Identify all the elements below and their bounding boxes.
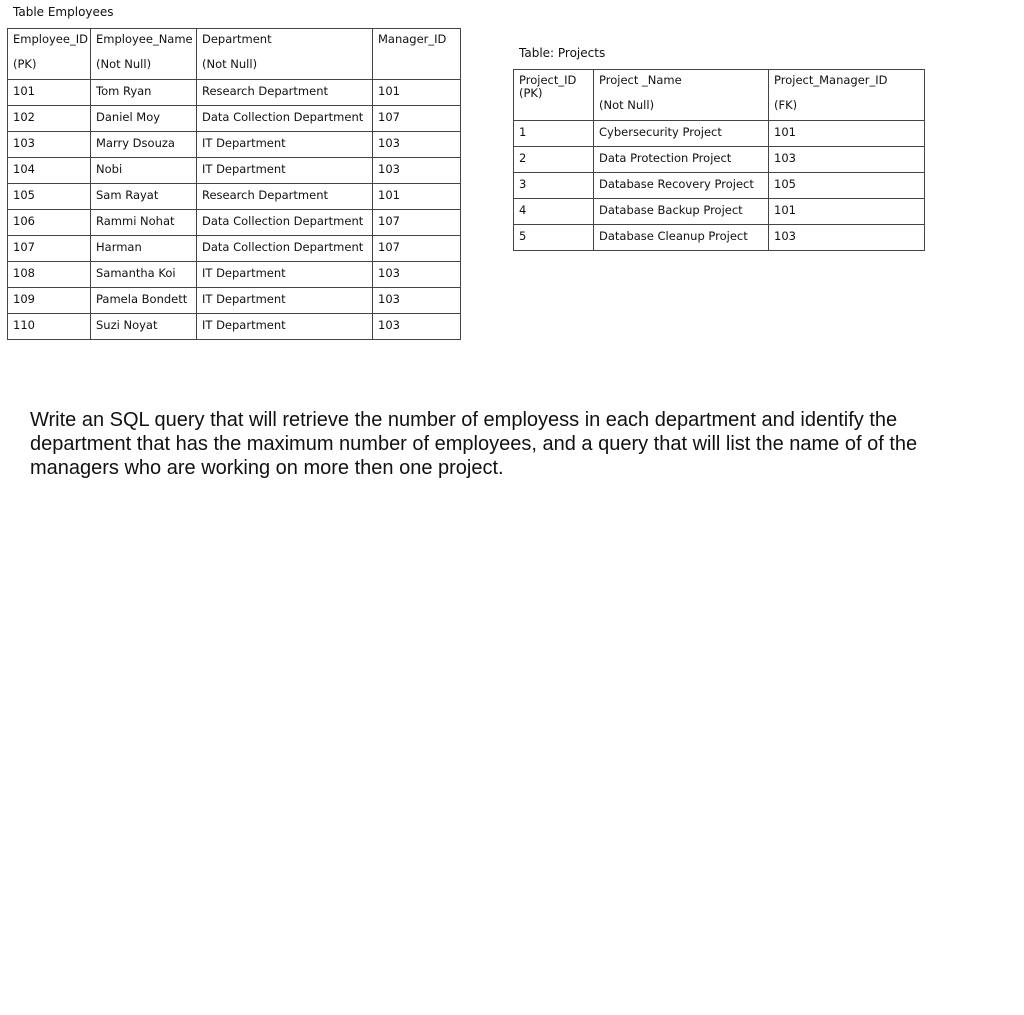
table-cell xyxy=(594,147,769,173)
cell-text: Database Backup Project xyxy=(599,203,743,217)
table-cell xyxy=(197,314,373,340)
table-cell xyxy=(373,262,461,288)
header-label: Project_Manager_ID xyxy=(774,73,888,87)
cell-text: 5 xyxy=(519,229,527,243)
header-row xyxy=(8,29,461,80)
cell-text: Data Protection Project xyxy=(599,151,732,165)
header-label: Project_ID xyxy=(519,73,577,87)
table-cell xyxy=(514,225,594,251)
table-cell xyxy=(8,132,91,158)
cell-text: IT Department xyxy=(202,318,286,332)
cell-text: Daniel Moy xyxy=(96,110,161,124)
cell-text: 107 xyxy=(378,240,400,254)
header-cell xyxy=(514,70,594,121)
table-row xyxy=(8,314,461,340)
table-cell xyxy=(514,173,594,199)
cell-text: 110 xyxy=(13,318,35,332)
table-cell xyxy=(8,288,91,314)
header-cell xyxy=(8,29,91,80)
header-constraint: (Not Null) xyxy=(202,57,258,71)
header-label: Employee_Name xyxy=(96,32,193,46)
projects-table xyxy=(513,69,925,251)
table-row xyxy=(8,184,461,210)
cell-text: 106 xyxy=(13,214,35,228)
table-row xyxy=(514,225,925,251)
header-constraint xyxy=(378,46,460,58)
table-cell xyxy=(8,236,91,262)
cell-text: IT Department xyxy=(202,292,286,306)
cell-text: Nobi xyxy=(96,162,123,176)
table-cell xyxy=(514,121,594,147)
table-cell xyxy=(91,288,197,314)
table-row xyxy=(514,147,925,173)
cell-text: Tom Ryan xyxy=(96,84,152,98)
table-cell xyxy=(594,173,769,199)
question-text: Write an SQL query that will retrieve the number of employess in each department and identify the department that has the maximum number of employees, and a query that will list the name of of the managers who are working on more then one project. xyxy=(30,409,918,479)
cell-text: 101 xyxy=(774,125,796,139)
table-cell xyxy=(8,158,91,184)
cell-text: Research Department xyxy=(202,84,328,98)
table-cell xyxy=(373,184,461,210)
table-cell xyxy=(8,262,91,288)
cell-text: 103 xyxy=(774,229,796,243)
header-label: Employee_ID xyxy=(13,32,88,46)
cell-text: Rammi Nohat xyxy=(96,214,175,228)
header-cell xyxy=(197,29,373,80)
table-cell xyxy=(373,132,461,158)
table-row xyxy=(514,121,925,147)
header-constraint: (PK) xyxy=(519,86,543,100)
table-cell xyxy=(91,236,197,262)
table-cell xyxy=(769,147,925,173)
table-row xyxy=(8,288,461,314)
cell-text: 103 xyxy=(378,266,400,280)
table-cell xyxy=(594,121,769,147)
table-cell xyxy=(197,132,373,158)
cell-text: 101 xyxy=(378,188,400,202)
table-cell xyxy=(373,106,461,132)
cell-text: IT Department xyxy=(202,136,286,150)
cell-text: Suzi Noyat xyxy=(96,318,158,332)
cell-text: Research Department xyxy=(202,188,328,202)
table-row xyxy=(8,210,461,236)
header-row xyxy=(514,70,925,121)
cell-text: Harman xyxy=(96,240,142,254)
cell-text: 103 xyxy=(378,292,400,306)
cell-text: 2 xyxy=(519,151,527,165)
cell-text: Marry Dsouza xyxy=(96,136,175,150)
header-label: Project _Name xyxy=(599,73,682,87)
header-label: Department xyxy=(202,32,272,46)
table-cell xyxy=(91,106,197,132)
cell-text: 102 xyxy=(13,110,35,124)
table-cell xyxy=(8,184,91,210)
table-row xyxy=(514,199,925,225)
table-cell xyxy=(91,132,197,158)
table-cell xyxy=(8,314,91,340)
cell-text: Data Collection Department xyxy=(202,110,364,124)
cell-text: 103 xyxy=(13,136,35,150)
table-cell xyxy=(594,225,769,251)
header-label: Manager_ID xyxy=(378,32,447,46)
cell-text: 101 xyxy=(774,203,796,217)
table-cell xyxy=(91,158,197,184)
table-cell xyxy=(769,121,925,147)
table-row xyxy=(8,236,461,262)
cell-text: 107 xyxy=(378,214,400,228)
cell-text: 109 xyxy=(13,292,35,306)
table-cell xyxy=(594,199,769,225)
table-cell xyxy=(769,225,925,251)
employees-table xyxy=(7,28,461,340)
table-row xyxy=(8,132,461,158)
table-cell xyxy=(373,314,461,340)
table-cell xyxy=(373,288,461,314)
header-cell xyxy=(373,29,461,80)
header-cell xyxy=(594,70,769,121)
table-row xyxy=(514,173,925,199)
header-constraint: (PK) xyxy=(13,57,37,71)
cell-text: Sam Rayat xyxy=(96,188,159,202)
cell-text: 101 xyxy=(378,84,400,98)
cell-text: 101 xyxy=(13,84,35,98)
table-cell xyxy=(373,236,461,262)
table-cell xyxy=(8,80,91,106)
cell-text: 104 xyxy=(13,162,35,176)
table-cell xyxy=(8,210,91,236)
cell-text: 3 xyxy=(519,177,527,191)
employees-table-caption: Table Employees xyxy=(13,5,114,19)
header-constraint: (Not Null) xyxy=(96,57,152,71)
table-cell xyxy=(91,262,197,288)
table-cell xyxy=(514,199,594,225)
cell-text: Database Cleanup Project xyxy=(599,229,748,243)
cell-text: IT Department xyxy=(202,266,286,280)
table-cell xyxy=(373,158,461,184)
table-cell xyxy=(197,158,373,184)
table-cell xyxy=(197,106,373,132)
table-row xyxy=(8,158,461,184)
projects-table-caption: Table: Projects xyxy=(519,46,606,60)
table-row xyxy=(8,80,461,106)
cell-text: Data Collection Department xyxy=(202,214,364,228)
table-cell xyxy=(91,184,197,210)
cell-text: Samantha Koi xyxy=(96,266,176,280)
cell-text: 107 xyxy=(13,240,35,254)
cell-text: 103 xyxy=(378,162,400,176)
cell-text: 105 xyxy=(774,177,796,191)
table-cell xyxy=(373,210,461,236)
table-cell xyxy=(197,236,373,262)
table-cell xyxy=(197,184,373,210)
header-cell xyxy=(91,29,197,80)
table-row xyxy=(8,262,461,288)
table-cell xyxy=(769,199,925,225)
table-cell xyxy=(197,262,373,288)
cell-text: Cybersecurity Project xyxy=(599,125,722,139)
table-cell xyxy=(197,210,373,236)
header-constraint: (Not Null) xyxy=(599,98,655,112)
cell-text: 103 xyxy=(378,136,400,150)
table-cell xyxy=(197,80,373,106)
cell-text: 108 xyxy=(13,266,35,280)
cell-text: 107 xyxy=(378,110,400,124)
cell-text: Pamela Bondett xyxy=(96,292,188,306)
table-cell xyxy=(91,210,197,236)
cell-text: 105 xyxy=(13,188,35,202)
table-row xyxy=(8,106,461,132)
cell-text: 1 xyxy=(519,125,527,139)
table-cell xyxy=(91,80,197,106)
table-cell xyxy=(197,288,373,314)
cell-text: 103 xyxy=(378,318,400,332)
table-cell xyxy=(373,80,461,106)
table-cell xyxy=(514,147,594,173)
header-constraint: (FK) xyxy=(774,98,798,112)
header-cell xyxy=(769,70,925,121)
cell-text: 103 xyxy=(774,151,796,165)
cell-text: Data Collection Department xyxy=(202,240,364,254)
cell-text: IT Department xyxy=(202,162,286,176)
table-cell xyxy=(8,106,91,132)
table-cell xyxy=(91,314,197,340)
table-cell xyxy=(769,173,925,199)
cell-text: Database Recovery Project xyxy=(599,177,754,191)
cell-text: 4 xyxy=(519,203,527,217)
